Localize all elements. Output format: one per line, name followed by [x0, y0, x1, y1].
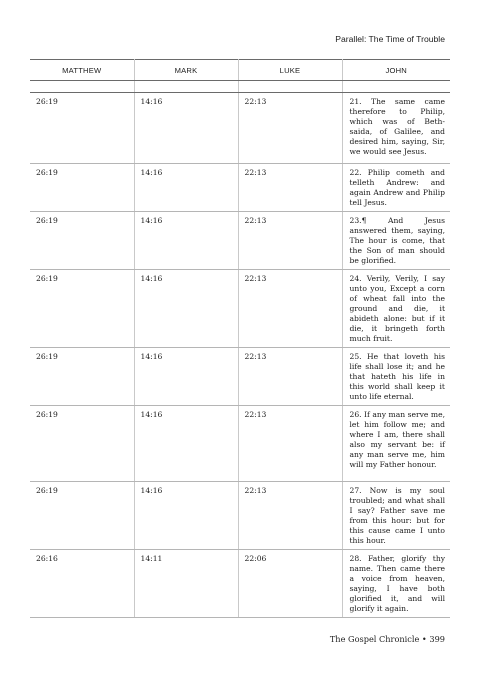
- mark-ref: 14:16: [134, 270, 238, 348]
- matthew-ref: 26:19: [30, 348, 134, 406]
- john-verse: 24. Verily, Verily, I say unto you, Except a corn of wheat fall into the ground and die, it abideth alone: but if it die, it bringeth forth much fruit.: [342, 270, 450, 348]
- table-header-row: [30, 60, 450, 81]
- luke-ref: 22:13: [238, 482, 342, 550]
- column-header-mark: MARK: [134, 60, 238, 81]
- parallel-table-wrapper: [30, 59, 450, 618]
- spacer-cell: [134, 81, 238, 93]
- john-verse: 22. Philip cometh and telleth Andrew: and again Andrew and Philip tell Jesus.: [342, 164, 450, 212]
- matthew-ref: 26:19: [30, 270, 134, 348]
- column-header-matthew: MATTHEW: [30, 60, 134, 81]
- header-spacer-row: [30, 81, 450, 93]
- matthew-ref: 26:16: [30, 550, 134, 618]
- john-verse: 23.¶ And Jesus answered them, saying, The hour is come, that the Son of man should be glorified.: [342, 212, 450, 270]
- john-verse: 21. The same came therefore to Philip, which was of Beth-saida, of Galilee, and desired him, saying, Sir, we would see Jesus.: [342, 93, 450, 164]
- john-verse: 27. Now is my soul troubled; and what shall I say? Father save me from this hour: but for this cause came I unto this hour.: [342, 482, 450, 550]
- matthew-ref: 26:19: [30, 164, 134, 212]
- table-row: [30, 93, 450, 164]
- table-row: [30, 348, 450, 406]
- table-row: [30, 406, 450, 482]
- mark-ref: 14:16: [134, 93, 238, 164]
- matthew-ref: 26:19: [30, 93, 134, 164]
- column-header-luke: LUKE: [238, 60, 342, 81]
- matthew-ref: 26:19: [30, 406, 134, 482]
- mark-ref: 14:16: [134, 406, 238, 482]
- table-row: [30, 482, 450, 550]
- spacer-cell: [238, 81, 342, 93]
- luke-ref: 22:13: [238, 406, 342, 482]
- luke-ref: 22:13: [238, 93, 342, 164]
- matthew-ref: 26:19: [30, 212, 134, 270]
- john-verse: 25. He that loveth his life shall lose it; and he that hateth his life in this world shall keep it unto life eternal.: [342, 348, 450, 406]
- table-row: [30, 270, 450, 348]
- column-header-john: JOHN: [342, 60, 450, 81]
- table-row: [30, 212, 450, 270]
- luke-ref: 22:13: [238, 164, 342, 212]
- table-row: [30, 550, 450, 618]
- john-verse: 26. If any man serve me, let him follow me; and where I am, there shall also my servant be: if any man serve me, him will my Father honour.: [342, 406, 450, 482]
- luke-ref: 22:06: [238, 550, 342, 618]
- spacer-cell: [342, 81, 450, 93]
- matthew-ref: 26:19: [30, 482, 134, 550]
- luke-ref: 22:13: [238, 348, 342, 406]
- mark-ref: 14:11: [134, 550, 238, 618]
- luke-ref: 22:13: [238, 270, 342, 348]
- spacer-cell: [30, 81, 134, 93]
- mark-ref: 14:16: [134, 348, 238, 406]
- mark-ref: 14:16: [134, 212, 238, 270]
- table-row: [30, 164, 450, 212]
- luke-ref: 22:13: [238, 212, 342, 270]
- mark-ref: 14:16: [134, 482, 238, 550]
- mark-ref: 14:16: [134, 164, 238, 212]
- page-footer: The Gospel Chronicle • 399: [329, 634, 445, 644]
- gospel-parallel-table: [30, 59, 450, 618]
- john-verse: 28. Father, glorify thy name. Then came there a voice from heaven, saying, I have both glorified it, and will glorify it again.: [342, 550, 450, 618]
- running-head-title: Parallel: The Time of Trouble: [335, 34, 445, 44]
